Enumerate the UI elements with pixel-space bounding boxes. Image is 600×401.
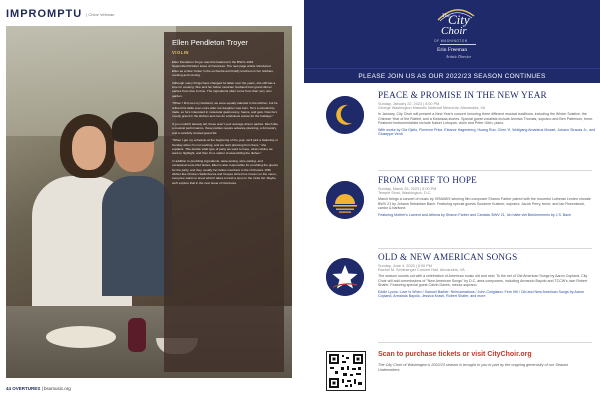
artistic-director-role: Artistic Director — [446, 55, 472, 59]
concert-description: March brings a concert of music by GRAMMY-winning film composer Sharon Farber paired with the mournful Lutheran Lenten chorale BWV 21 by Johann Sebastian Bach. Featuring special guests Susanne Kustner, soprano; Jacob Perry, tenor; and Ian Rosenstock, cantor & baritone. — [378, 197, 591, 211]
right-page-advertisement — [304, 0, 600, 401]
section-header — [6, 6, 114, 22]
page-footer: 44 OVERTURES | bsomusic.org — [6, 386, 71, 391]
section-divider — [378, 248, 592, 249]
bio-text — [172, 60, 278, 188]
section-title: IMPROMPTU — [6, 8, 83, 20]
concert-item — [312, 90, 598, 168]
bio-paragraph: If you couldn't already tell, these aren't your average dinner parties. Much like a musical performance, these parties require advance planning, a full pantry, and a carefully curated guest list. — [172, 122, 278, 135]
photo-woman-face — [72, 126, 106, 170]
photo-man-hair — [112, 112, 158, 142]
sunrise-icon — [326, 181, 364, 219]
concert-description: The season rounds out with a celebration of American music old and new. To the set of Old American Songs by Aaron Copland, City Choir will add commissions of "New American Songs" by D.C. area composers, including Armando Bayolo and TCCW's own Robert Shafer. Featuring special guest Calvin Daves, mezzo-soprano. — [378, 274, 588, 288]
concert-item — [312, 252, 598, 336]
logo-the: The — [442, 14, 450, 19]
logo-subtitle: OF WASHINGTON — [434, 39, 468, 43]
logo-city: City — [448, 12, 470, 27]
concert-works: Featuring Mother's Lament and Athena by Sharon Farber and Cantata, BWV 21, Ich hatte viel Bekümmernis by J.S. Bach — [378, 212, 572, 217]
section-divider — [378, 170, 592, 171]
page-number: 44 — [6, 386, 12, 391]
bio-paragraph: Although many things have changed for Ellen over the years, she still has a love for cooking. She and her fellow musician husband host grand dinner parties from time to time. The ingredients often come from their very own garden. — [172, 80, 276, 98]
qr-code-icon[interactable] — [326, 351, 366, 391]
logo-rule — [440, 44, 476, 45]
photo-man-body — [102, 176, 172, 296]
concert-details — [378, 175, 596, 217]
concert-title: OLD & NEW AMERICAN SONGS — [378, 252, 518, 262]
publication-name: OVERTURES — [12, 386, 41, 391]
concert-description: In January, City Choir will present a New Year's concert honoring three different musical traditions, including the Winter Solstice, the Chinese Year of the Rabbit, and a Kwanzaa stories. Special guest vocalists include Annisia Thomas, soprano and Ben Patterson, tenor. Featured instrumentalists include Kaiser Lohoyan, violin and Peter Ulich, piano. — [378, 112, 594, 126]
photo-jar — [128, 318, 146, 352]
bio-instrument: VIOLIN — [172, 50, 189, 55]
concert-details — [378, 90, 596, 137]
concert-works: With works by Ola Gjeilo, Florence Price, Eleanor Hagenberg, Huang Ruo, Chen Yi, Wolfgang Amadeus Mozart, Johann Strauss Jr., and Giuseppe Verdi — [378, 127, 596, 137]
bio-paragraph: "When I first met my husband, we were equally talented in the kitchen, but he refined his skills even more after our daughter was born. He's a scientist by trade, so he's interested in molecular gastronomy, foams, and gels. Now he's mostly grand in the kitchen and can do a fabulous entrée for the holidays." — [172, 101, 278, 119]
bio-name: Ellen Pendleton Troyer — [172, 38, 248, 47]
bio-paragraph: Ellen Pendleton Troyer was first featured in the BSO's 1981 September/October issue of Overtures. The new page article introduced Ellen as a New Yorker in the orchestra and briefly touched on her hobbies, cooking and running. — [172, 60, 274, 77]
concert-venue: George Washington Masonic National Memorial, Alexandria, VA — [378, 106, 486, 110]
section-divider — [378, 342, 592, 343]
concert-date: Sunday, January 22, 2023 | 5:00 PM — [378, 102, 440, 106]
crescent-moon-icon — [326, 96, 364, 134]
artistic-director-name: Erin Freeman — [437, 47, 468, 53]
left-page — [0, 0, 296, 401]
concert-works: Eddie Lyons: Love Is When / Samuel Barber: Reincarnations / John Corigliano: Fern Hill / Old and New American Songs by Aaron Copland, Armando Bayolo, Jessica Krash, Robert Shafer, and more — [378, 289, 585, 299]
bio-paragraph: "When I get my schedule at the beginning of the year, we'll pick a Saturday or Sunday when I'm not working, and we start planning from there," she explains. "We decide what type of party we want to have, what cuisine we want to highlight, and then it's a matter of assembling the dishes." — [172, 138, 278, 156]
star-icon — [326, 258, 364, 296]
publication-url[interactable]: bsomusic.org — [44, 386, 71, 391]
concert-venue: Rachel M. Schlesinger Concert Hall, Alexandria, VA — [378, 268, 465, 272]
season-banner — [304, 68, 600, 83]
concert-date: Sunday, June 4, 2023 | 5:00 PM — [378, 264, 432, 268]
concert-title: PEACE & PROMISE IN THE NEW YEAR — [378, 90, 547, 100]
byline: | Chloe Veltman — [86, 11, 115, 17]
underwriters-note: The City Choir of Washington's 2022/23 season is brought to you in part by the ongoing generosity of our Season Underwriters — [378, 363, 569, 372]
concert-venue: Temple Sinai, Washington, D.C. — [378, 191, 432, 195]
concert-item — [312, 175, 598, 245]
top-banner — [304, 0, 600, 68]
bio-paragraph: In addition to providing ingredients, taste-testing, wine pairing, and occasional sous-chef duties, Ellen is also responsible for providing the guests for the party, and they usually her fellow members in the Orchestra. With dishes like Chicken Saltimbocca and Crepes stirred Ice Cream on the menu, everyone wants to know what it takes to land a spot on the invite list. Maybe we'll explore that in the next issue of Overtures. — [172, 159, 278, 185]
concert-details — [378, 252, 596, 299]
scan-call-to-action[interactable]: Scan to purchase tickets or visit CityChoir.org — [378, 351, 532, 358]
photo-plate — [46, 326, 116, 348]
bio-panel — [164, 32, 284, 372]
logo-choir: Choir — [441, 25, 467, 37]
concert-date: Sunday, March 26, 2023 | 5:00 PM — [378, 187, 437, 191]
ticket-scan-section — [312, 347, 598, 397]
season-banner-text: PLEASE JOIN US AS OUR 2022/23 SEASON CONTINUES — [358, 72, 546, 80]
concert-title: FROM GRIEF TO HOPE — [378, 175, 477, 185]
city-choir-logo — [422, 6, 494, 66]
